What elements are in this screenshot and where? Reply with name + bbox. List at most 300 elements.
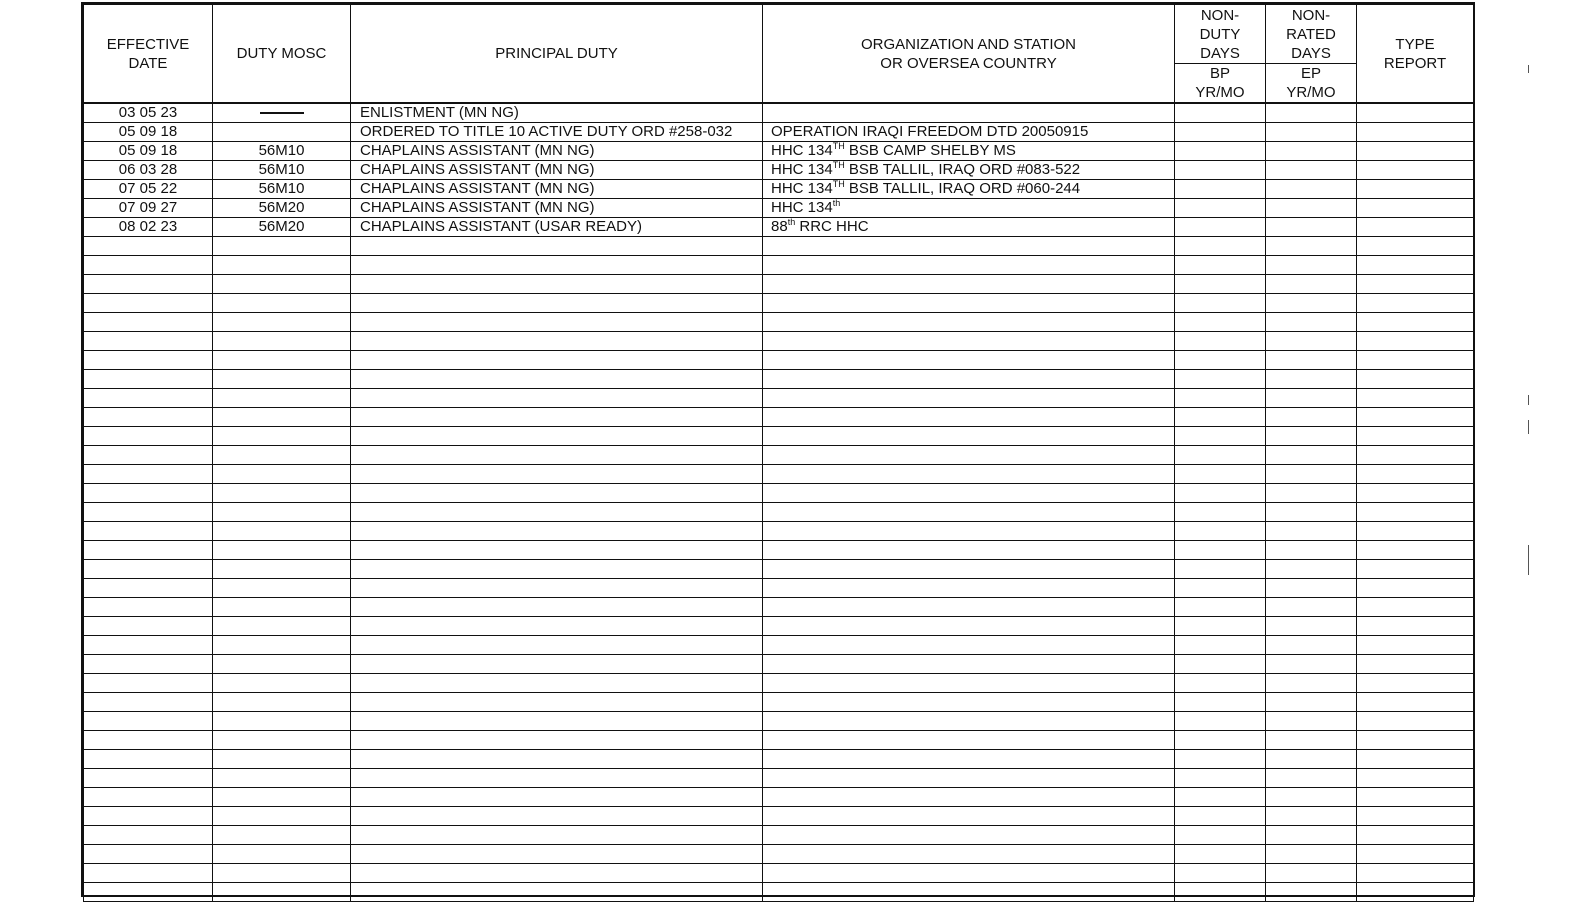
non-duty-days-cell	[1175, 142, 1266, 161]
non-duty-days-cell	[1175, 237, 1266, 256]
type-report-cell	[1357, 598, 1474, 617]
type-report-cell	[1357, 522, 1474, 541]
table-row	[84, 294, 1474, 313]
table-row	[84, 313, 1474, 332]
duty-mosc-cell	[213, 636, 351, 655]
non-rated-days-cell	[1266, 731, 1357, 750]
duty-mosc-cell: 56M10	[213, 161, 351, 180]
type-report-cell	[1357, 769, 1474, 788]
effective-date-cell: 05 09 18	[84, 123, 213, 142]
type-report-cell	[1357, 465, 1474, 484]
effective-date-cell	[84, 389, 213, 408]
effective-date-cell	[84, 845, 213, 864]
principal-duty-cell	[351, 332, 763, 351]
table-row	[84, 598, 1474, 617]
table-row	[84, 579, 1474, 598]
table-row	[84, 199, 1474, 218]
organization-station-cell	[763, 560, 1175, 579]
duty-mosc-cell: 56M20	[213, 218, 351, 237]
duty-mosc-cell: 56M10	[213, 180, 351, 199]
principal-duty-cell	[351, 408, 763, 427]
non-duty-days-cell	[1175, 465, 1266, 484]
margin-mark	[1528, 545, 1529, 575]
table-row	[84, 864, 1474, 883]
non-rated-days-cell	[1266, 446, 1357, 465]
non-duty-days-cell	[1175, 636, 1266, 655]
header-effective-date: EFFECTIVE DATE	[84, 5, 213, 104]
duty-mosc-cell	[213, 123, 351, 142]
non-duty-days-cell	[1175, 655, 1266, 674]
organization-station-cell	[763, 598, 1175, 617]
non-duty-days-cell	[1175, 389, 1266, 408]
non-duty-days-cell	[1175, 123, 1266, 142]
table-row	[84, 275, 1474, 294]
organization-station-cell	[763, 750, 1175, 769]
type-report-cell	[1357, 712, 1474, 731]
table-body	[84, 103, 1474, 902]
type-report-cell	[1357, 199, 1474, 218]
non-duty-days-cell	[1175, 598, 1266, 617]
header-principal-duty: PRINCIPAL DUTY	[351, 5, 763, 104]
non-rated-days-cell	[1266, 465, 1357, 484]
type-report-cell	[1357, 750, 1474, 769]
non-duty-days-cell	[1175, 788, 1266, 807]
organization-station-cell	[763, 674, 1175, 693]
non-duty-days-cell	[1175, 560, 1266, 579]
principal-duty-cell: CHAPLAINS ASSISTANT (MN NG)	[351, 180, 763, 199]
effective-date-cell	[84, 636, 213, 655]
type-report-cell	[1357, 313, 1474, 332]
organization-station-cell	[763, 294, 1175, 313]
principal-duty-cell	[351, 446, 763, 465]
principal-duty-cell	[351, 826, 763, 845]
duty-mosc-cell	[213, 313, 351, 332]
table-row	[84, 560, 1474, 579]
type-report-cell	[1357, 617, 1474, 636]
table-row	[84, 408, 1474, 427]
organization-station-cell: HHC 134th	[763, 199, 1175, 218]
effective-date-cell: 05 09 18	[84, 142, 213, 161]
organization-station-cell	[763, 351, 1175, 370]
type-report-cell	[1357, 636, 1474, 655]
non-rated-days-cell	[1266, 142, 1357, 161]
non-rated-days-cell	[1266, 294, 1357, 313]
duty-mosc-cell	[213, 332, 351, 351]
principal-duty-cell: CHAPLAINS ASSISTANT (MN NG)	[351, 161, 763, 180]
principal-duty-cell: ENLISTMENT (MN NG)	[351, 103, 763, 123]
organization-station-cell: HHC 134TH BSB CAMP SHELBY MS	[763, 142, 1175, 161]
duty-mosc-cell	[213, 674, 351, 693]
margin-mark	[1528, 420, 1529, 434]
effective-date-cell	[84, 769, 213, 788]
blank-dash	[260, 112, 304, 114]
table-row	[84, 484, 1474, 503]
non-rated-days-cell	[1266, 617, 1357, 636]
type-report-cell	[1357, 883, 1474, 902]
table-row	[84, 750, 1474, 769]
principal-duty-cell	[351, 750, 763, 769]
duty-mosc-cell	[213, 351, 351, 370]
organization-station-cell	[763, 712, 1175, 731]
table-row	[84, 370, 1474, 389]
table-row	[84, 180, 1474, 199]
type-report-cell	[1357, 256, 1474, 275]
table-row	[84, 218, 1474, 237]
non-duty-days-cell	[1175, 826, 1266, 845]
organization-station-cell	[763, 256, 1175, 275]
type-report-cell	[1357, 427, 1474, 446]
non-duty-days-cell	[1175, 199, 1266, 218]
organization-station-cell	[763, 807, 1175, 826]
table-row	[84, 807, 1474, 826]
table-row	[84, 788, 1474, 807]
organization-station-cell	[763, 522, 1175, 541]
type-report-cell	[1357, 103, 1474, 123]
organization-station-cell	[763, 769, 1175, 788]
duty-mosc-cell	[213, 788, 351, 807]
non-rated-days-cell	[1266, 807, 1357, 826]
table-row	[84, 332, 1474, 351]
non-duty-days-cell	[1175, 579, 1266, 598]
effective-date-cell	[84, 522, 213, 541]
table-row	[84, 123, 1474, 142]
effective-date-cell	[84, 256, 213, 275]
non-duty-days-cell	[1175, 275, 1266, 294]
table-row	[84, 712, 1474, 731]
non-duty-days-cell	[1175, 161, 1266, 180]
duty-mosc-cell	[213, 655, 351, 674]
non-duty-days-cell	[1175, 180, 1266, 199]
table-row	[84, 446, 1474, 465]
type-report-cell	[1357, 788, 1474, 807]
non-duty-days-cell	[1175, 845, 1266, 864]
duty-mosc-cell	[213, 579, 351, 598]
type-report-cell	[1357, 389, 1474, 408]
principal-duty-cell	[351, 712, 763, 731]
duty-mosc-cell	[213, 693, 351, 712]
non-duty-days-cell	[1175, 617, 1266, 636]
table-row	[84, 883, 1474, 902]
duty-assignment-table	[83, 4, 1474, 902]
effective-date-cell	[84, 883, 213, 902]
organization-station-cell	[763, 636, 1175, 655]
organization-station-cell	[763, 465, 1175, 484]
effective-date-cell: 07 09 27	[84, 199, 213, 218]
non-duty-days-cell	[1175, 313, 1266, 332]
effective-date-cell	[84, 579, 213, 598]
non-duty-days-cell	[1175, 864, 1266, 883]
non-rated-days-cell	[1266, 351, 1357, 370]
organization-station-cell	[763, 883, 1175, 902]
type-report-cell	[1357, 351, 1474, 370]
principal-duty-cell	[351, 864, 763, 883]
non-duty-days-cell	[1175, 351, 1266, 370]
type-report-cell	[1357, 275, 1474, 294]
non-rated-days-cell	[1266, 693, 1357, 712]
principal-duty-cell	[351, 427, 763, 446]
effective-date-cell	[84, 237, 213, 256]
type-report-cell	[1357, 142, 1474, 161]
header-non-rated-days: NON- RATED DAYS	[1266, 5, 1357, 64]
effective-date-cell	[84, 560, 213, 579]
non-rated-days-cell	[1266, 788, 1357, 807]
organization-station-cell	[763, 693, 1175, 712]
table-row	[84, 103, 1474, 123]
principal-duty-cell	[351, 275, 763, 294]
non-duty-days-cell	[1175, 370, 1266, 389]
duty-mosc-cell: 56M10	[213, 142, 351, 161]
non-rated-days-cell	[1266, 864, 1357, 883]
non-duty-days-cell	[1175, 750, 1266, 769]
type-report-cell	[1357, 294, 1474, 313]
principal-duty-cell: CHAPLAINS ASSISTANT (MN NG)	[351, 199, 763, 218]
table-row	[84, 161, 1474, 180]
table-row	[84, 142, 1474, 161]
duty-mosc-cell	[213, 256, 351, 275]
principal-duty-cell	[351, 522, 763, 541]
type-report-cell	[1357, 541, 1474, 560]
organization-station-cell	[763, 389, 1175, 408]
organization-station-cell	[763, 541, 1175, 560]
duty-mosc-cell	[213, 560, 351, 579]
organization-station-cell	[763, 237, 1175, 256]
type-report-cell	[1357, 237, 1474, 256]
principal-duty-cell	[351, 465, 763, 484]
effective-date-cell	[84, 465, 213, 484]
non-rated-days-cell	[1266, 332, 1357, 351]
type-report-cell	[1357, 484, 1474, 503]
non-rated-days-cell	[1266, 313, 1357, 332]
non-rated-days-cell	[1266, 275, 1357, 294]
principal-duty-cell	[351, 313, 763, 332]
header-bp-yr-mo: BP YR/MO	[1175, 64, 1266, 104]
type-report-cell	[1357, 446, 1474, 465]
duty-mosc-cell	[213, 408, 351, 427]
type-report-cell	[1357, 655, 1474, 674]
effective-date-cell: 03 05 23	[84, 103, 213, 123]
effective-date-cell	[84, 826, 213, 845]
organization-station-cell	[763, 826, 1175, 845]
non-duty-days-cell	[1175, 807, 1266, 826]
non-rated-days-cell	[1266, 218, 1357, 237]
principal-duty-cell	[351, 579, 763, 598]
type-report-cell	[1357, 370, 1474, 389]
effective-date-cell	[84, 446, 213, 465]
non-duty-days-cell	[1175, 218, 1266, 237]
effective-date-cell	[84, 313, 213, 332]
duty-mosc-cell	[213, 883, 351, 902]
type-report-cell	[1357, 503, 1474, 522]
table-row	[84, 541, 1474, 560]
principal-duty-cell	[351, 788, 763, 807]
non-duty-days-cell	[1175, 256, 1266, 275]
duty-mosc-cell	[213, 864, 351, 883]
type-report-cell	[1357, 845, 1474, 864]
duty-mosc-cell	[213, 807, 351, 826]
non-rated-days-cell	[1266, 636, 1357, 655]
non-duty-days-cell	[1175, 731, 1266, 750]
organization-station-cell	[763, 408, 1175, 427]
effective-date-cell	[84, 427, 213, 446]
non-duty-days-cell	[1175, 503, 1266, 522]
effective-date-cell	[84, 617, 213, 636]
effective-date-cell	[84, 541, 213, 560]
non-rated-days-cell	[1266, 674, 1357, 693]
type-report-cell	[1357, 579, 1474, 598]
duty-mosc-cell	[213, 845, 351, 864]
table-row	[84, 522, 1474, 541]
principal-duty-cell	[351, 541, 763, 560]
principal-duty-cell	[351, 617, 763, 636]
effective-date-cell	[84, 503, 213, 522]
duty-mosc-cell	[213, 484, 351, 503]
principal-duty-cell	[351, 674, 763, 693]
non-rated-days-cell	[1266, 826, 1357, 845]
principal-duty-cell	[351, 237, 763, 256]
principal-duty-cell	[351, 484, 763, 503]
principal-duty-cell	[351, 389, 763, 408]
duty-mosc-cell	[213, 446, 351, 465]
effective-date-cell	[84, 484, 213, 503]
type-report-cell	[1357, 123, 1474, 142]
duty-mosc-cell	[213, 103, 351, 123]
header-type-report: TYPE REPORT	[1357, 5, 1474, 104]
table-row	[84, 427, 1474, 446]
effective-date-cell	[84, 693, 213, 712]
type-report-cell	[1357, 560, 1474, 579]
organization-station-cell	[763, 370, 1175, 389]
organization-station-cell: HHC 134TH BSB TALLIL, IRAQ ORD #083-522	[763, 161, 1175, 180]
duty-mosc-cell	[213, 389, 351, 408]
type-report-cell	[1357, 218, 1474, 237]
organization-station-cell	[763, 484, 1175, 503]
organization-station-cell	[763, 864, 1175, 883]
non-rated-days-cell	[1266, 883, 1357, 902]
duty-mosc-cell	[213, 237, 351, 256]
effective-date-cell	[84, 275, 213, 294]
organization-station-cell	[763, 617, 1175, 636]
duty-mosc-cell	[213, 503, 351, 522]
type-report-cell	[1357, 332, 1474, 351]
table-row	[84, 636, 1474, 655]
effective-date-cell	[84, 294, 213, 313]
non-duty-days-cell	[1175, 408, 1266, 427]
duty-mosc-cell	[213, 465, 351, 484]
principal-duty-cell	[351, 845, 763, 864]
effective-date-cell	[84, 370, 213, 389]
table-row	[84, 674, 1474, 693]
header-ep-yr-mo: EP YR/MO	[1266, 64, 1357, 104]
organization-station-cell: HHC 134TH BSB TALLIL, IRAQ ORD #060-244	[763, 180, 1175, 199]
type-report-cell	[1357, 408, 1474, 427]
effective-date-cell	[84, 807, 213, 826]
duty-mosc-cell	[213, 731, 351, 750]
duty-mosc-cell	[213, 541, 351, 560]
organization-station-cell	[763, 731, 1175, 750]
non-rated-days-cell	[1266, 579, 1357, 598]
type-report-cell	[1357, 693, 1474, 712]
effective-date-cell: 07 05 22	[84, 180, 213, 199]
duty-mosc-cell	[213, 294, 351, 313]
effective-date-cell	[84, 731, 213, 750]
principal-duty-cell: CHAPLAINS ASSISTANT (USAR READY)	[351, 218, 763, 237]
duty-mosc-cell	[213, 617, 351, 636]
non-rated-days-cell	[1266, 103, 1357, 123]
organization-station-cell	[763, 655, 1175, 674]
non-duty-days-cell	[1175, 712, 1266, 731]
table-row	[84, 503, 1474, 522]
principal-duty-cell	[351, 693, 763, 712]
principal-duty-cell	[351, 731, 763, 750]
duty-mosc-cell: 56M20	[213, 199, 351, 218]
type-report-cell	[1357, 807, 1474, 826]
duty-assignment-form	[81, 2, 1475, 897]
duty-mosc-cell	[213, 826, 351, 845]
table-row	[84, 351, 1474, 370]
effective-date-cell	[84, 674, 213, 693]
table-row	[84, 465, 1474, 484]
type-report-cell	[1357, 864, 1474, 883]
duty-mosc-cell	[213, 769, 351, 788]
effective-date-cell	[84, 655, 213, 674]
margin-mark	[1528, 65, 1529, 73]
table-row	[84, 256, 1474, 275]
table-row	[84, 693, 1474, 712]
non-rated-days-cell	[1266, 655, 1357, 674]
non-rated-days-cell	[1266, 370, 1357, 389]
principal-duty-cell	[351, 351, 763, 370]
non-rated-days-cell	[1266, 769, 1357, 788]
non-rated-days-cell	[1266, 845, 1357, 864]
header-non-duty-days: NON- DUTY DAYS	[1175, 5, 1266, 64]
organization-station-cell	[763, 579, 1175, 598]
effective-date-cell	[84, 788, 213, 807]
effective-date-cell: 08 02 23	[84, 218, 213, 237]
type-report-cell	[1357, 180, 1474, 199]
effective-date-cell	[84, 332, 213, 351]
effective-date-cell: 06 03 28	[84, 161, 213, 180]
table-row	[84, 237, 1474, 256]
effective-date-cell	[84, 598, 213, 617]
non-rated-days-cell	[1266, 541, 1357, 560]
non-rated-days-cell	[1266, 408, 1357, 427]
non-rated-days-cell	[1266, 750, 1357, 769]
non-rated-days-cell	[1266, 123, 1357, 142]
organization-station-cell	[763, 446, 1175, 465]
principal-duty-cell	[351, 560, 763, 579]
table-row	[84, 389, 1474, 408]
type-report-cell	[1357, 826, 1474, 845]
non-rated-days-cell	[1266, 237, 1357, 256]
table-row	[84, 845, 1474, 864]
effective-date-cell	[84, 408, 213, 427]
non-rated-days-cell	[1266, 560, 1357, 579]
non-duty-days-cell	[1175, 332, 1266, 351]
non-rated-days-cell	[1266, 389, 1357, 408]
principal-duty-cell: ORDERED TO TITLE 10 ACTIVE DUTY ORD #258-032	[351, 123, 763, 142]
non-duty-days-cell	[1175, 294, 1266, 313]
non-duty-days-cell	[1175, 541, 1266, 560]
non-duty-days-cell	[1175, 693, 1266, 712]
principal-duty-cell	[351, 769, 763, 788]
non-duty-days-cell	[1175, 484, 1266, 503]
organization-station-cell	[763, 788, 1175, 807]
non-rated-days-cell	[1266, 598, 1357, 617]
header-organization-station: ORGANIZATION AND STATION OR OVERSEA COUNTRY	[763, 5, 1175, 104]
table-row	[84, 769, 1474, 788]
type-report-cell	[1357, 161, 1474, 180]
duty-mosc-cell	[213, 598, 351, 617]
